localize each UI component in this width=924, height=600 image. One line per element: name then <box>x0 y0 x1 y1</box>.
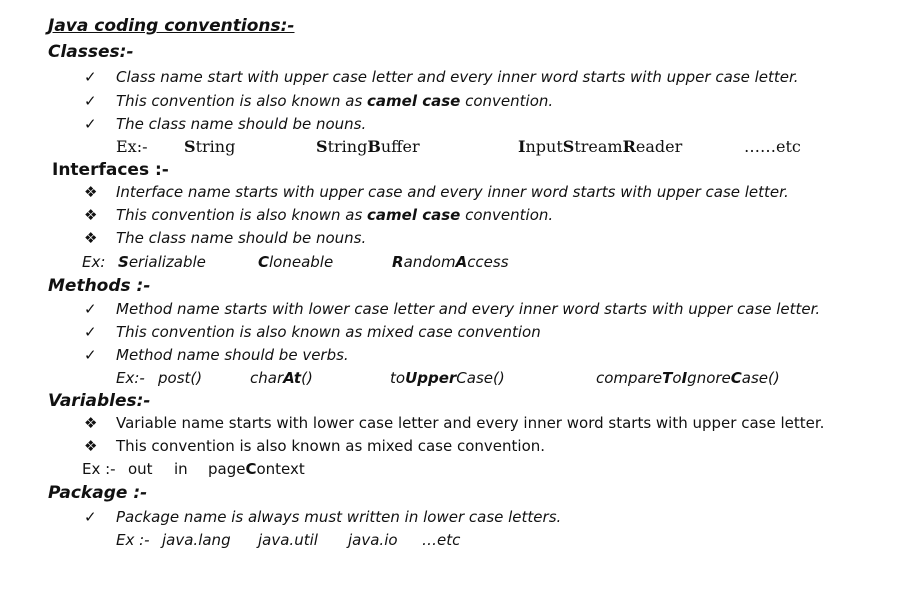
example-label: Ex :- <box>82 460 116 478</box>
check-icon: ✓ <box>84 300 97 318</box>
example-item: InputStreamReader <box>518 137 683 156</box>
example-item: toUpperCase() <box>390 369 505 387</box>
classes-bullet-2: ✓ This convention is also known as camel case convention. <box>84 92 554 110</box>
package-examples <box>116 530 460 550</box>
example-label: Ex: <box>82 253 106 271</box>
package-bullet-1: ✓ Package name is always must written in lower case letters. <box>84 508 562 526</box>
example-item: in <box>174 460 188 478</box>
example-label: Ex:- <box>116 369 145 387</box>
classes-heading: Classes:- <box>48 42 134 62</box>
methods-bullet-3: ✓ Method name should be verbs. <box>84 346 349 364</box>
methods-bullet-2: ✓ This convention is also known as mixed case convention <box>84 323 541 341</box>
check-icon: ✓ <box>84 323 97 341</box>
methods-heading: Methods :- <box>48 276 151 296</box>
example-item: out <box>128 460 153 478</box>
example-item: compareToIgnoreCase() <box>596 369 780 387</box>
diamond-bullet-icon: ❖ <box>84 183 98 201</box>
methods-examples <box>116 368 780 388</box>
check-icon: ✓ <box>84 92 97 110</box>
diamond-bullet-icon: ❖ <box>84 229 98 247</box>
example-item: StringBuffer <box>316 137 420 156</box>
example-item: charAt() <box>250 369 313 387</box>
variables-bullet-2: ❖ This convention is also known as mixed case convention. <box>84 437 546 455</box>
classes-bullet-3: ✓ The class name should be nouns. <box>84 115 367 133</box>
classes-bullet-1: ✓ Class name start with upper case letter and every inner word starts with upper case letter. <box>84 68 799 86</box>
example-item: java.util <box>258 531 318 549</box>
example-label: Ex :- <box>116 531 150 549</box>
example-item: pageContext <box>208 460 305 478</box>
check-icon: ✓ <box>84 68 97 86</box>
interfaces-heading: Interfaces :- <box>52 160 169 180</box>
example-label: Ex:- <box>116 137 148 156</box>
page-title: Java coding conventions:- <box>48 16 295 36</box>
diamond-bullet-icon: ❖ <box>84 206 98 224</box>
variables-examples <box>82 459 305 479</box>
example-item: Cloneable <box>258 253 334 271</box>
interfaces-bullet-1: ❖ Interface name starts with upper case and every inner word starts with upper case letter. <box>84 183 789 201</box>
example-item: ……etc <box>744 137 801 156</box>
classes-examples <box>116 137 801 157</box>
interfaces-examples <box>82 252 509 272</box>
diamond-bullet-icon: ❖ <box>84 437 98 455</box>
example-item: post() <box>158 369 203 387</box>
example-item: …etc <box>422 531 461 549</box>
example-item: java.io <box>348 531 398 549</box>
check-icon: ✓ <box>84 508 97 526</box>
interfaces-bullet-2: ❖ This convention is also known as camel case convention. <box>84 206 554 224</box>
variables-heading: Variables:- <box>48 391 151 411</box>
check-icon: ✓ <box>84 115 97 133</box>
check-icon: ✓ <box>84 346 97 364</box>
example-item: String <box>184 137 236 156</box>
package-heading: Package :- <box>48 483 148 503</box>
example-item: RandomAccess <box>392 253 509 271</box>
interfaces-bullet-3: ❖ The class name should be nouns. <box>84 229 367 247</box>
variables-bullet-1: ❖ Variable name starts with lower case letter and every inner word starts with upper case letter. <box>84 414 825 432</box>
example-item: java.lang <box>162 531 231 549</box>
methods-bullet-1: ✓ Method name starts with lower case letter and every inner word starts with upper case letter. <box>84 300 821 318</box>
diamond-bullet-icon: ❖ <box>84 414 98 432</box>
example-item: Serializable <box>118 253 206 271</box>
